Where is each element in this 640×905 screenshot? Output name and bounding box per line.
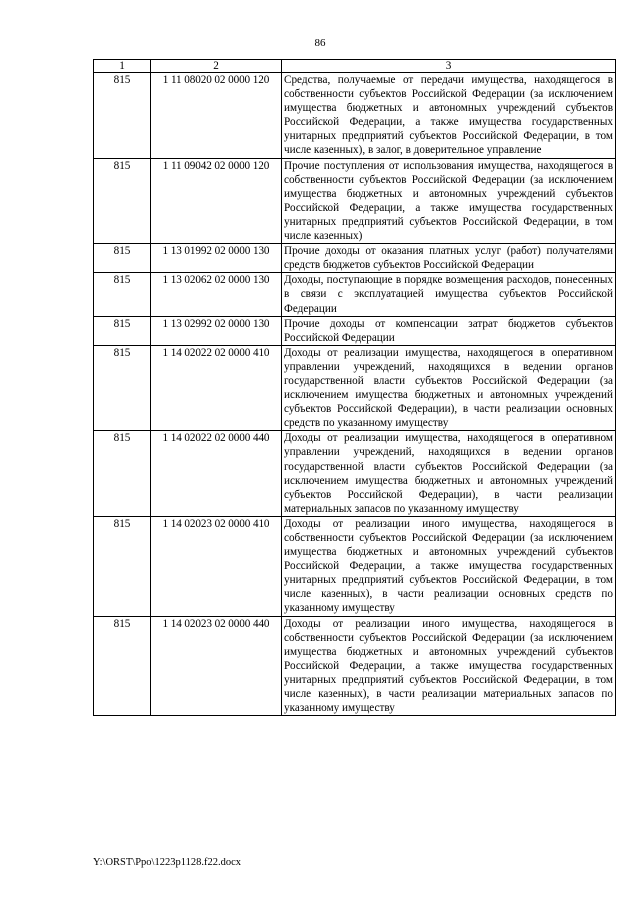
description-cell: Прочие доходы от компенсации затрат бюджетов субъектов Российской Федерации xyxy=(282,316,616,345)
kbk-code-cell: 1 14 02022 02 0000 440 xyxy=(151,431,282,517)
column-header-2: 2 xyxy=(151,60,282,73)
kbk-code-cell: 1 13 01992 02 0000 130 xyxy=(151,244,282,273)
page-number: 86 xyxy=(314,37,326,49)
description-cell: Прочие поступления от использования имущества, находящегося в собственности субъектов Российской Федерации (за исключением имущества бюджетных и автономных учреждений субъектов Российской Федерации, а также имущества государственных унитарных предприятий субъектов Российской Федерации, в том числе казенных) xyxy=(282,158,616,244)
admin-code-cell: 815 xyxy=(94,431,151,517)
table-row xyxy=(94,244,616,273)
admin-code-cell: 815 xyxy=(94,158,151,244)
kbk-code-cell: 1 14 02022 02 0000 410 xyxy=(151,345,282,431)
kbk-code-cell: 1 14 02023 02 0000 440 xyxy=(151,616,282,716)
table-row xyxy=(94,158,616,244)
revenue-codes-table xyxy=(93,59,616,716)
table-row xyxy=(94,273,616,316)
table-row xyxy=(94,516,616,616)
description-cell: Доходы от реализации иного имущества, находящегося в собственности субъектов Российской Федерации (за исключением имущества бюджетных и автономных учреждений субъектов Российской Федерации, а также имущества государственных унитарных предприятий субъектов Российской Федерации, в том числе казенных), в части реализации основных средств по указанному имуществу xyxy=(282,516,616,616)
admin-code-cell: 815 xyxy=(94,616,151,716)
admin-code-cell: 815 xyxy=(94,345,151,431)
admin-code-cell: 815 xyxy=(94,273,151,316)
description-cell: Доходы от реализации имущества, находящегося в оперативном управлении учреждений, находящихся в ведении органов государственной власти субъектов Российской Федерации (за исключением имущества бюджетных и автономных учреждений субъектов Российской Федерации), в части реализации основных средств по указанному имуществу xyxy=(282,345,616,431)
kbk-code-cell: 1 11 09042 02 0000 120 xyxy=(151,158,282,244)
kbk-code-cell: 1 11 08020 02 0000 120 xyxy=(151,73,282,159)
description-cell: Доходы от реализации имущества, находящегося в оперативном управлении учреждений, находящихся в ведении органов государственной власти субъектов Российской Федерации (за исключением имущества бюджетных и автономных учреждений субъектов Российской Федерации), в части реализации материальных запасов по указанному имуществу xyxy=(282,431,616,517)
description-cell: Средства, получаемые от передачи имущества, находящегося в собственности субъектов Российской Федерации (за исключением имущества бюджетных и автономных учреждений субъектов Российской Федерации, а также имущества государственных унитарных предприятий субъектов Российской Федерации, в том числе казенных), в залог, в доверительное управление xyxy=(282,73,616,159)
admin-code-cell: 815 xyxy=(94,516,151,616)
admin-code-cell: 815 xyxy=(94,73,151,159)
admin-code-cell: 815 xyxy=(94,244,151,273)
description-cell: Доходы, поступающие в порядке возмещения расходов, понесенных в связи с эксплуатацией имущества субъектов Российской Федерации xyxy=(282,273,616,316)
table-row xyxy=(94,73,616,159)
table-row xyxy=(94,616,616,716)
admin-code-cell: 815 xyxy=(94,316,151,345)
column-header-1: 1 xyxy=(94,60,151,73)
table-row xyxy=(94,345,616,431)
table-header-row xyxy=(94,60,616,73)
kbk-code-cell: 1 13 02062 02 0000 130 xyxy=(151,273,282,316)
file-path-footer: Y:\ORST\Ppo\1223p1128.f22.docx xyxy=(93,857,241,868)
kbk-code-cell: 1 14 02023 02 0000 410 xyxy=(151,516,282,616)
table-row xyxy=(94,431,616,517)
description-cell: Доходы от реализации иного имущества, находящегося в собственности субъектов Российской Федерации (за исключением имущества бюджетных и автономных учреждений субъектов Российской Федерации, а также имущества государственных унитарных предприятий субъектов Российской Федерации, в том числе казенных), в части реализации материальных запасов по указанному имуществу xyxy=(282,616,616,716)
column-header-3: 3 xyxy=(282,60,616,73)
kbk-code-cell: 1 13 02992 02 0000 130 xyxy=(151,316,282,345)
description-cell: Прочие доходы от оказания платных услуг (работ) получателями средств бюджетов субъектов Российской Федерации xyxy=(282,244,616,273)
table-row xyxy=(94,316,616,345)
